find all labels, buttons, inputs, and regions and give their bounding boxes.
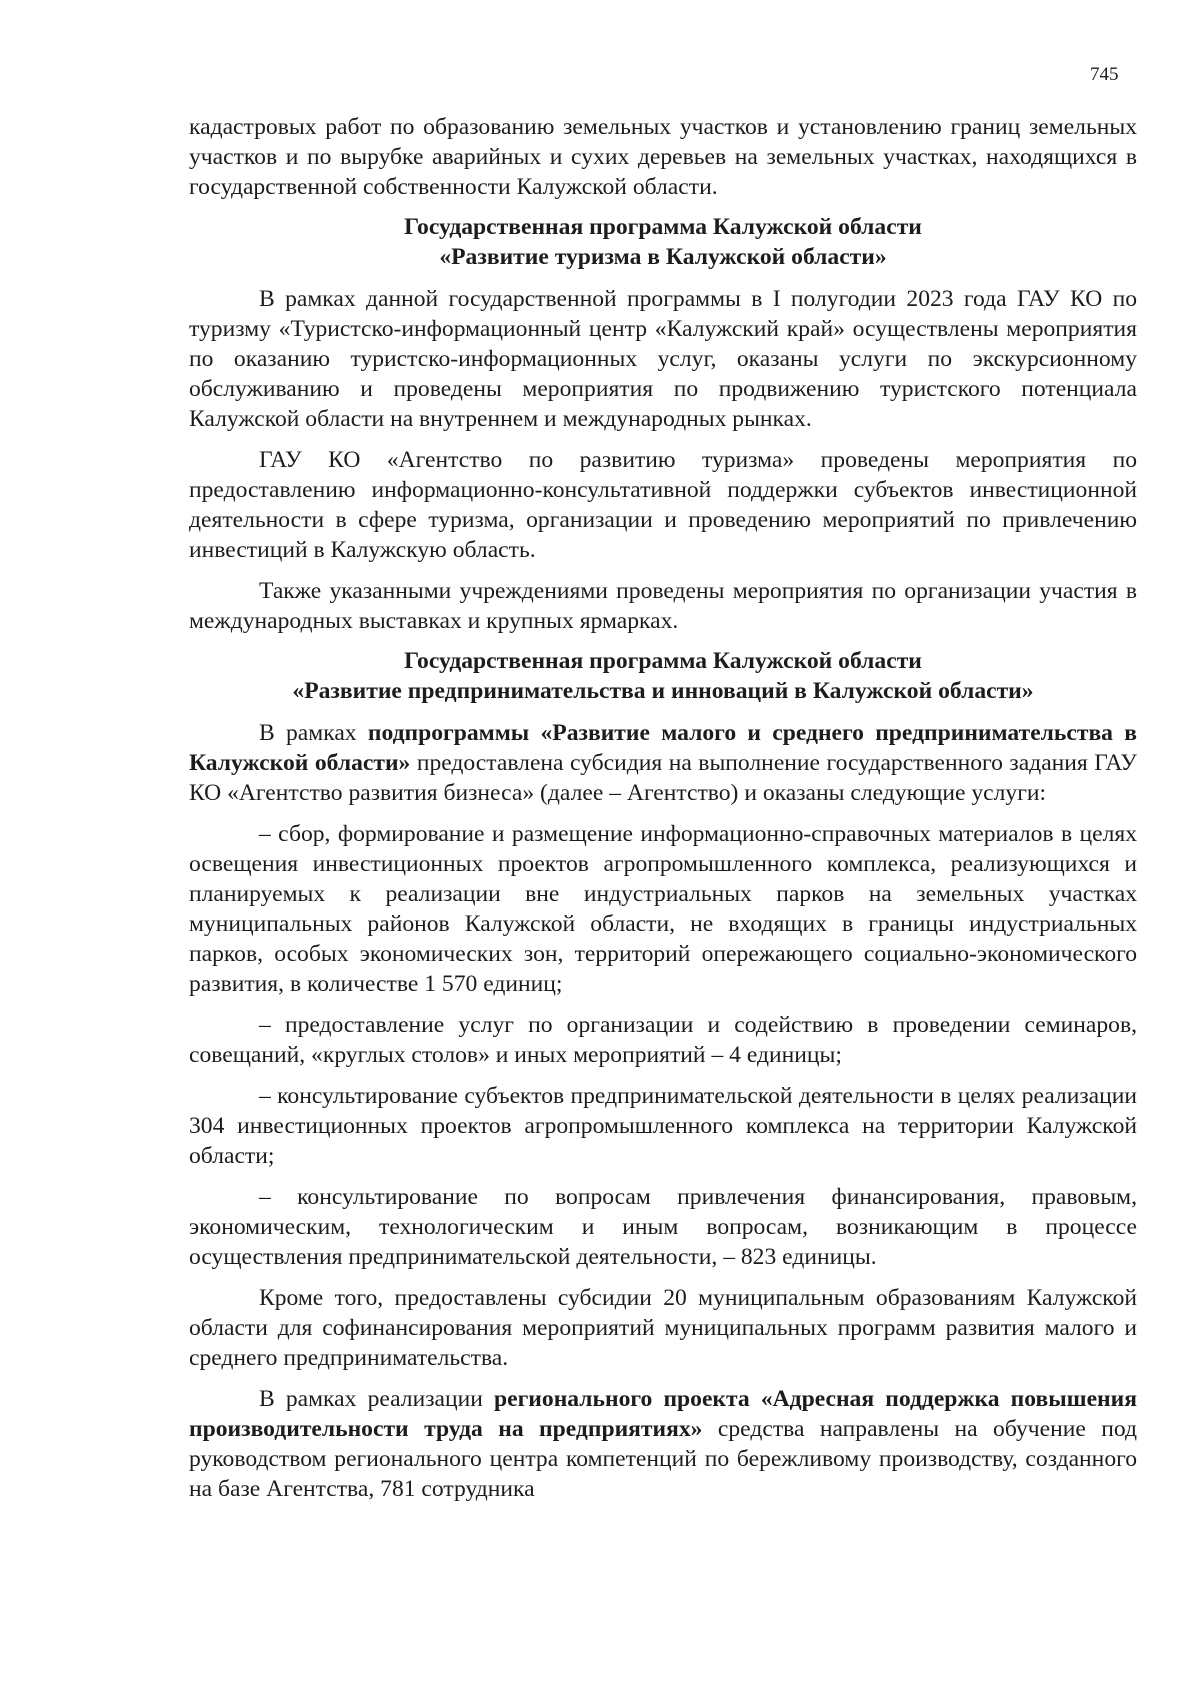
list-item: – консультирование по вопросам привлечения финансирования, правовым, экономическим, технологическим и иным вопросам, возникающим в процессе осуществления предпринимательской деятельности, – 823 единицы. xyxy=(189,1184,1137,1270)
paragraph: ГАУ КО «Агентство по развитию туризма» проведены мероприятия по предоставлению информационно-консультативной поддержки субъектов инвестиционной деятельности в сфере туризма, организации и проведению мероприятий по привлечению инвестиций в Калужскую область. xyxy=(189,447,1137,563)
list-item: – предоставление услуг по организации и содействию в проведении семинаров, совещаний, «круглых столов» и иных мероприятий – 4 единицы; xyxy=(189,1012,1137,1068)
bold-text-run: регионального проекта «Адресная поддержка повышения производительности труда на предприятиях» xyxy=(189,1386,1137,1442)
heading-line: Государственная программа Калужской области xyxy=(404,648,922,674)
paragraph: Также указанными учреждениями проведены мероприятия по организации участия в международных выставках и крупных ярмарках. xyxy=(189,578,1137,634)
paragraph: Кроме того, предоставлены субсидии 20 муниципальным образованиям Калужской области для софинансирования мероприятий муниципальных программ развития малого и среднего предпринимательства. xyxy=(189,1285,1137,1371)
document-body xyxy=(189,112,1137,1504)
paragraph xyxy=(189,718,1137,808)
heading-line: «Развитие предпринимательства и инноваций в Калужской области» xyxy=(292,678,1034,704)
text-run: В рамках реализации xyxy=(259,1386,494,1412)
paragraph xyxy=(189,1384,1137,1504)
heading-line: «Развитие туризма в Калужской области» xyxy=(439,244,887,270)
text-run: средства направлены на обучение под руководством регионального центра компетенций по бережливому производству, созданного на базе Агентства, 781 сотрудника xyxy=(189,1416,1137,1502)
page-number: 745 xyxy=(1090,64,1119,85)
heading-line: Государственная программа Калужской области xyxy=(404,214,922,240)
list-item: – сбор, формирование и размещение информационно-справочных материалов в целях освещения инвестиционных проектов агропромышленного комплекса, реализующихся и планируемых к реализации вне индустриальных парков на земельных участках муниципальных районов Калужской области, не входящих в границы индустриальных парков, особых экономических зон, территорий опережающего социально-экономического развития, в количестве 1 570 единиц; xyxy=(189,821,1137,997)
list-item: – консультирование субъектов предпринимательской деятельности в целях реализации 304 инвестиционных проектов агропромышленного комплекса на территории Калужской области; xyxy=(189,1083,1137,1169)
text-run: предоставлена субсидия на выполнение государственного задания ГАУ КО «Агентство развития бизнеса» (далее – Агентство) и оказаны следующие услуги: xyxy=(189,750,1137,806)
intro-paragraph: кадастровых работ по образованию земельных участков и установлению границ земельных участков и по вырубке аварийных и сухих деревьев на земельных участках, находящихся в государственной собственности Калужской области. xyxy=(189,114,1137,200)
text-run: В рамках xyxy=(259,720,368,746)
paragraph: В рамках данной государственной программы в I полугодии 2023 года ГАУ КО по туризму «Туристско-информационный центр «Калужский край» осуществлены мероприятия по оказанию туристско-информационных услуг, оказаны услуги по экскурсионному обслуживанию и проведены мероприятия по продвижению туристского потенциала Калужской области на внутреннем и международных рынках. xyxy=(189,286,1137,432)
section-heading-entrepreneurship xyxy=(189,646,1137,706)
bold-text-run: подпрограммы «Развитие малого и среднего предпринимательства в Калужской области» xyxy=(189,720,1137,776)
section-heading-tourism xyxy=(189,212,1137,272)
